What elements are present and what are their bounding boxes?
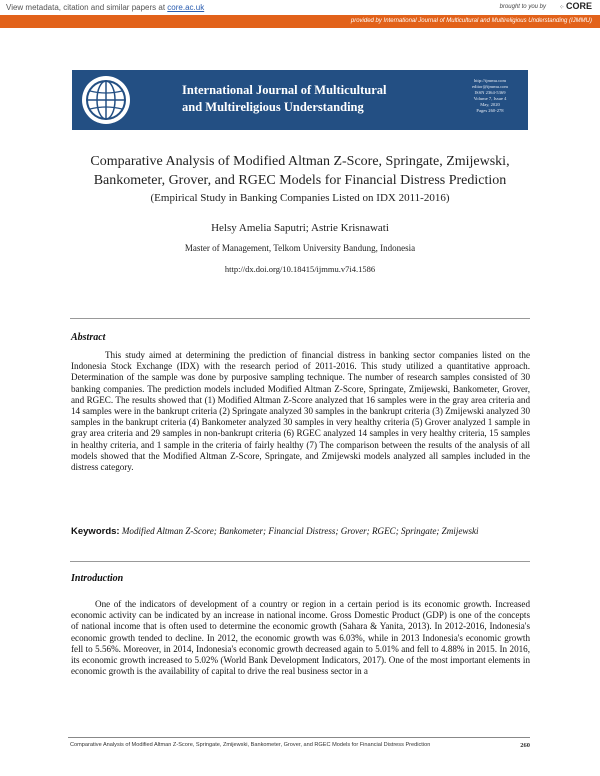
journal-date: May, 2020 <box>480 102 500 107</box>
section-divider <box>70 318 530 319</box>
journal-info <box>460 78 520 114</box>
journal-volume: Volume 7, Issue 4 <box>473 96 507 101</box>
paper-authors: Helsy Amelia Saputri; Astrie Krisnawati <box>211 222 389 234</box>
core-logo-text: CORE <box>565 1 592 11</box>
core-logo[interactable] <box>559 1 592 11</box>
paper-doi[interactable]: http://dx.doi.org/10.18415/ijmmu.v7i4.1586 <box>224 264 376 274</box>
keywords-values: Modified Altman Z-Score; Bankometer; Financial Distress; Grover; RGEC; Springate; Zmijewski <box>121 526 479 536</box>
provided-by-text[interactable]: provided by International Journal of Multicultural and Multireligious Understanding (IJMMU) <box>350 18 592 24</box>
journal-title-line2: and Multireligious Understanding <box>182 100 364 114</box>
journal-title-line1: International Journal of Multicultural <box>182 83 387 97</box>
introduction-heading: Introduction <box>71 573 124 584</box>
keywords-label: Keywords: <box>71 526 120 537</box>
journal-banner <box>72 70 528 130</box>
journal-website[interactable]: http://ijmmu.com <box>473 78 507 83</box>
footer-running-title: Comparative Analysis of Modified Altman Z-Score, Springate, Zmijewski, Bankometer, Grover, and RGEC Models for Financial Distress Prediction <box>70 742 431 748</box>
keywords <box>71 526 530 537</box>
footer-divider <box>68 737 530 738</box>
provided-by-bar <box>0 15 600 28</box>
paper-title-line1: Comparative Analysis of Modified Altman Z-Score, Springate, Zmijewski, <box>90 154 510 169</box>
journal-email[interactable]: editor@ijmmu.com <box>472 84 508 89</box>
introduction-body: One of the indicators of development of a country or region in a certain period is its economic growth. Increased economic activity can be indicated by an increase in national income. Gross Domestic Product (GDP) is one of the concepts of national income that is often used to determine the economic growth (Sahara & Yanita, 2013). In 2012-2016, Indonesia's economic growth tended to decline. In 2012, the economic growth was 6.03%, while in 2013 Indonesia's economic growth fell to 5.56%. Moreover, in 2014, Indonesia's economic growth decreased again to 5.01% and fell to 4.88% in 2015. In 2016, its economic growth increased to 5.02% (World Bank Development Indicators, 2017). One of the most important elements in economic growth is the availability of capital to drive the real business sector in a <box>71 599 530 677</box>
paper-title-line2: Bankometer, Grover, and RGEC Models for Financial Distress Prediction <box>93 173 507 188</box>
core-top-bar <box>0 0 600 15</box>
brought-by-text: brought to you by <box>499 4 546 10</box>
abstract-body: This study aimed at determining the prediction of financial distress in banking sector companies listed on the Indonesia Stock Exchange (IDX) with the research period of 2011-2016. This study utilized a quantitative approach. Determination of the sample was done by purposive sampling technique. The number of research samples consisted of 30 banking companies. The prediction models included Modified Altman Z-Score, Springate, Zmijewski, Bankometer, Grover, and RGEC. The results showed that (1) Modified Altman Z-Score analyzed that 16 samples were in the gray area criteria and 14 samples were in the bankrupt criteria (2) Springate analyzed 30 samples in the bankrupt criteria (3) Zmijewski analyzed 30 samples in the bankrupt criteria (4) Bankometer analyzed 30 samples in very healthy criteria (5) Grover analyzed 1 sample in gray area criteria and 29 samples in non-bankrupt criteria (6) RGEC analyzed 14 samples in very healthy criteria, 15 samples in healthy criteria, and 1 sample in the criteria of fairly healthy (7) The comparison between the results of the analysis of all models showed that the Modified Altman Z-Score, Springate, and Zmijewski models analyzed all samples included in the distress category. <box>71 350 530 473</box>
abstract-heading: Abstract <box>71 332 106 343</box>
paper-subtitle: (Empirical Study in Banking Companies Listed on IDX 2011-2016) <box>150 192 450 204</box>
core-link-text[interactable]: core.ac.uk <box>167 3 205 12</box>
journal-pages: Pages 260-278 <box>476 108 504 113</box>
section-divider <box>70 561 530 562</box>
core-metadata-link[interactable] <box>6 3 204 12</box>
globe-icon <box>82 76 130 124</box>
journal-title <box>182 82 462 116</box>
core-logo-icon: ⁘ <box>559 5 566 11</box>
page-number: 260 <box>520 742 530 749</box>
paper-title <box>60 152 540 190</box>
paper-affiliation: Master of Management, Telkom University Bandung, Indonesia <box>184 243 416 253</box>
journal-logo <box>82 76 130 124</box>
core-link-prefix: View metadata, citation and similar papers at <box>6 3 168 12</box>
journal-issn: ISSN 2364-5369 <box>474 90 506 95</box>
